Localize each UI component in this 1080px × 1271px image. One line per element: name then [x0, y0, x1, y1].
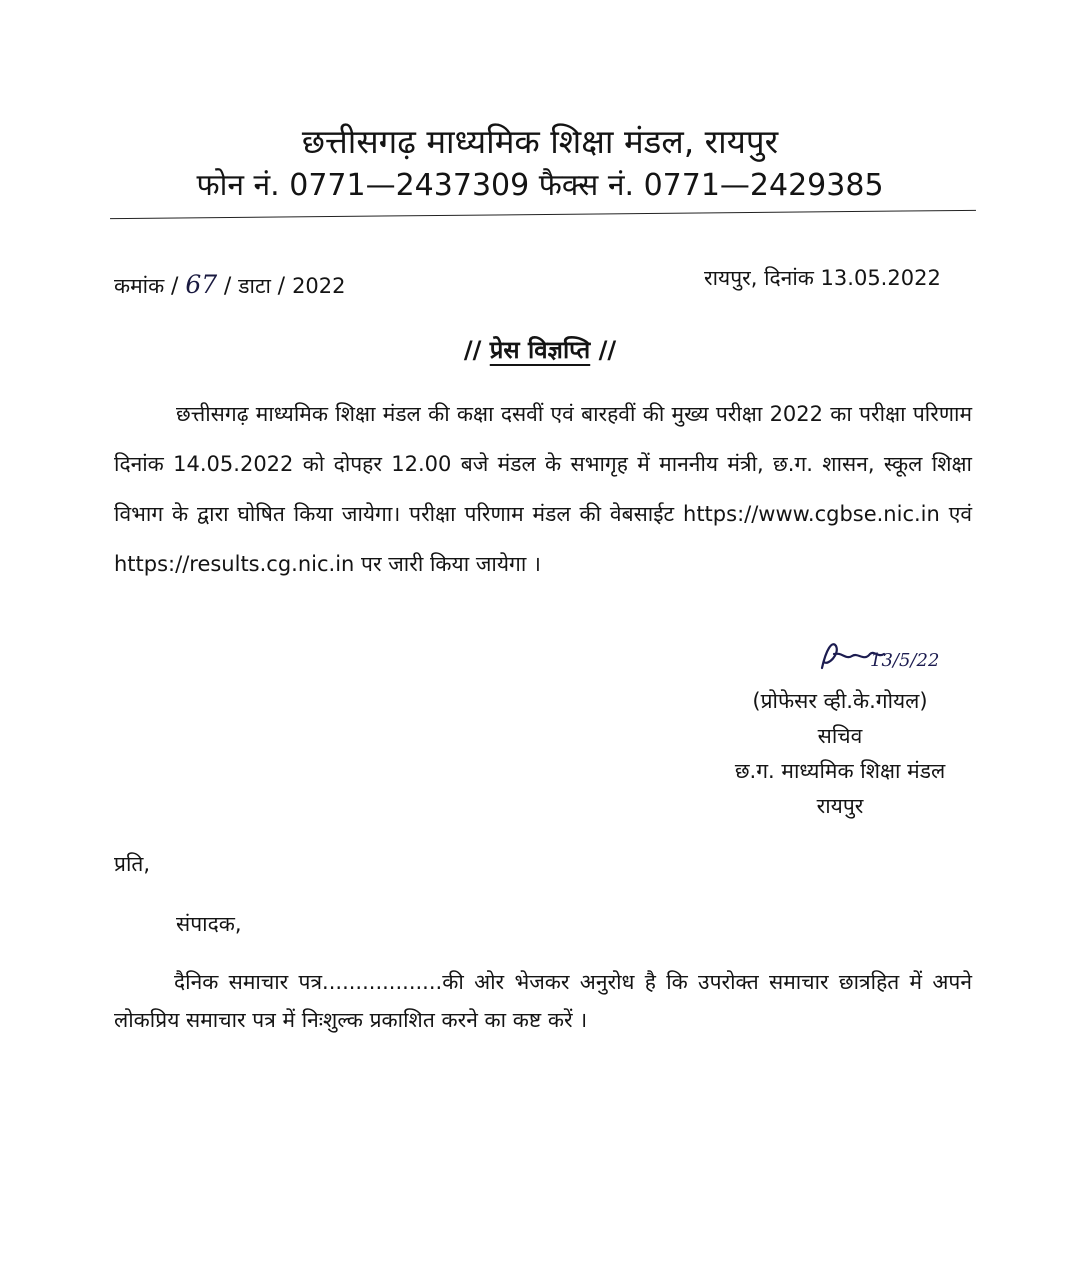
- reference-suffix: डाटा: [238, 274, 271, 298]
- header-divider: [110, 210, 976, 219]
- signatory-designation: सचिव: [817, 724, 863, 748]
- signatory-name: (प्रोफेसर व्ही.के.गोयल): [752, 689, 928, 713]
- contact-numbers: फोन नं. 0771—2437309 फैक्स नं. 0771—2429385: [196, 168, 884, 203]
- signatory-office: छ.ग. माध्यमिक शिक्षा मंडल: [734, 759, 946, 783]
- reference-year: 2022: [292, 274, 346, 298]
- handwritten-signature-date: 13/5/22: [870, 650, 940, 671]
- signatory-city: रायपुर: [816, 794, 864, 818]
- title-text: प्रेस विज्ञप्ति: [489, 336, 591, 364]
- body-paragraph: छत्तीसगढ़ माध्यमिक शिक्षा मंडल की कक्षा दसवीं एवं बारहवीं की मुख्य परीक्षा 2022 का परीक्षा परिणाम दिनांक 14.05.2022 को दोपहर 12.00 बजे मंडल के सभागृह में माननीय मंत्री, छ.ग. शासन, स्कूल शिक्षा विभाग के द्वारा घोषित किया जायेगा। परीक्षा परिणाम मंडल की वेबसाईट https://www.cgbse.nic.in एवं https://results.cg.nic.in पर जारी किया जायेगा ।: [114, 402, 972, 576]
- signatory-details: [700, 684, 980, 824]
- org-name: छत्तीसगढ़ माध्यमिक शिक्षा मंडल, रायपुर: [301, 122, 779, 161]
- recipient-to: प्रति,: [114, 852, 151, 876]
- handwritten-ref-number: 67: [185, 270, 218, 299]
- recipient-editor: संपादक,: [176, 912, 242, 936]
- reference-prefix: कमांक: [114, 274, 165, 298]
- request-paragraph: दैनिक समाचार पत्र..................की ओर भेजकर अनुरोध है कि उपरोक्त समाचार छात्रहित में अपने लोकप्रिय समाचार पत्र में निःशुल्क प्रकाशित करने का कष्ट करें ।: [114, 970, 972, 1032]
- press-release-title: // प्रेस विज्ञप्ति //: [463, 336, 617, 364]
- place-date: रायपुर, दिनांक 13.05.2022: [704, 266, 941, 290]
- reference-line: कमांक / 67 / डाटा / 2022: [114, 270, 346, 299]
